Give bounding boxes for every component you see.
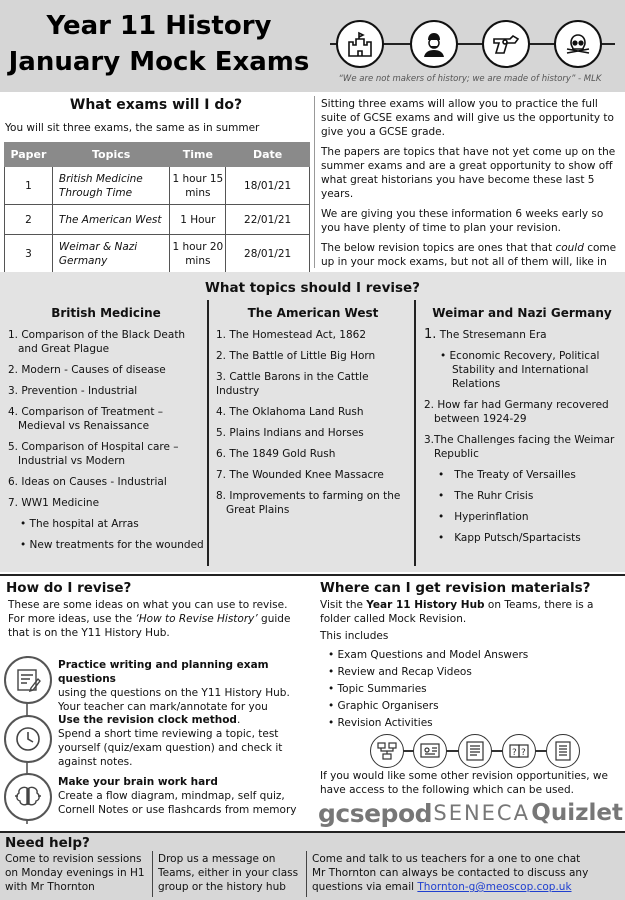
svg-text:?: ? (512, 748, 517, 758)
materials-list (328, 647, 618, 732)
help-col-3: Come and talk to us teachers for a one to one chat Mr Thornton can always be contacted to discuss any questions via email Thornton-g@meoscop.cop.uk (312, 853, 589, 893)
table-row: 2 The American West 1 Hour 22/01/21 (5, 205, 310, 235)
where-includes: This includes (320, 630, 389, 642)
svg-text:?: ? (521, 748, 526, 758)
where-intro: Visit the Year 11 History Hub on Teams, there is a folder called Mock Revision. (320, 599, 594, 625)
gcsepod-logo[interactable]: gcsepod (318, 798, 433, 828)
table-row: 3 Weimar & Nazi Germany 1 hour 20 mins 28/01/21 (5, 235, 310, 273)
weimar-column: Weimar and Nazi Germany 1. The Stresemann Era • Economic Recovery, Political Stability and International Relations 2. How far had Germany recovered between 1924-29 3.The Challenges facing the Weimar Republic • The Treaty of Versailles • The Ruhr Crisis • Hyperinflation • Kapp Putsch/Spartacists (424, 306, 615, 544)
american-west-column: The American West 1. The Homestead Act, 1862 2. The Battle of Little Big Horn 3. Cattle Barons in the Cattle Industry 4. The Oklahoma Land Rush 5. Plains Indians and Horses 6. The 1849 Gold Rush 7. The Wounded Knee Massacre 8. Improvements to farming on the Great Plains (216, 306, 401, 516)
tip-1: Practice writing and planning exam questions using the questions on the Y11 History Hub. Your teacher can mark/annotate for you (58, 659, 290, 713)
worksheet-icon (546, 734, 580, 768)
intro-text: Sitting three exams will allow you to practice the full suite of GCSE exams and will give us the opportunity to give you a GCSE grade. The papers are topics that have not yet come up on the summer exams and are a great opportunity to show off what great historians you have become these last 5 years. We are giving you these information 6 weeks early so you have plenty of time to plan your revision. The below revision topics are ones that that could come up in your mock exams, but not all of them will, like in (321, 98, 617, 268)
help-col-1: Come to revision sessions on Monday evenings in H1 with Mr Thornton (5, 853, 145, 893)
col-header: Topics (52, 143, 170, 167)
list-item: • Exam Questions and Model Answers (328, 649, 529, 661)
page-title: Year 11 History January Mock Exams (8, 11, 310, 77)
skull-icon (554, 20, 602, 68)
medicine-column: British Medicine 1. Comparison of the Black Death and Great Plague 2. Modern - Causes of disease 3. Prevention - Industrial 4. Comparison of Treatment – Medieval vs Renaissance 5. Comparison of Hospital care – Industrial vs Modern 6. Ideas on Causes - Industrial 7. WW1 Medicine • The hospital at Arras • New treatments for the wounded (8, 306, 204, 551)
brand-logos (318, 796, 623, 830)
email-link[interactable]: Thornton-g@meoscop.cop.uk (417, 881, 572, 893)
list-item: • Review and Recap Videos (328, 666, 472, 678)
tip-2: Use the revision clock method. Spend a short time reviewing a topic, test yourself (quiz/exam question) and check it against notes. (58, 714, 283, 768)
quizlet-logo[interactable]: Quizlet (531, 800, 623, 826)
flowchart-icon (370, 734, 404, 768)
clock-icon (4, 715, 52, 763)
quiz-icon (502, 734, 536, 768)
help-heading: Need help? (5, 835, 90, 851)
castle-icon (336, 20, 384, 68)
help-col-2: Drop us a message on Teams, either in your class group or the history hub (158, 853, 299, 893)
where-heading: Where can I get revision materials? (320, 580, 591, 596)
topics-heading: What topics should I revise? (204, 280, 421, 296)
exams-intro: You will sit three exams, the same as in summer (5, 122, 260, 134)
seneca-logo[interactable]: SENECA (433, 801, 530, 825)
list-item: • Topic Summaries (328, 683, 427, 695)
quote: “We are not makers of history; we are made of history” - MLK (338, 74, 602, 84)
exams-heading: What exams will I do? (69, 97, 243, 113)
col-header: Paper (5, 143, 53, 167)
table-row: 1 British Medicine Through Time 1 hour 15 mins 18/01/21 (5, 167, 310, 205)
summary-icon (458, 734, 492, 768)
list-item: • Graphic Organisers (328, 700, 439, 712)
person-icon (410, 20, 458, 68)
brain-icon (4, 773, 52, 821)
video-icon (413, 734, 447, 768)
header-icon-row (330, 20, 615, 68)
where-other: If you would like some other revision opportunities, we have access to the following which can be used. (320, 770, 608, 796)
col-header: Time (170, 143, 226, 167)
table-header-row (5, 143, 310, 167)
list-item: • Revision Activities (328, 717, 433, 729)
tip-3: Make your brain work hard Create a flow diagram, mindmap, self quiz, Cornell Notes or use flashcards from memory (58, 776, 297, 816)
col-header: Date (226, 143, 310, 167)
how-intro: These are some ideas on what you can use to revise. For more ideas, use the ‘How to Revise History’ guide that is on the Y11 History Hub. (8, 599, 291, 639)
writing-icon (4, 656, 52, 704)
how-heading: How do I revise? (6, 580, 132, 596)
exam-table (4, 142, 310, 273)
gun-icon (482, 20, 530, 68)
